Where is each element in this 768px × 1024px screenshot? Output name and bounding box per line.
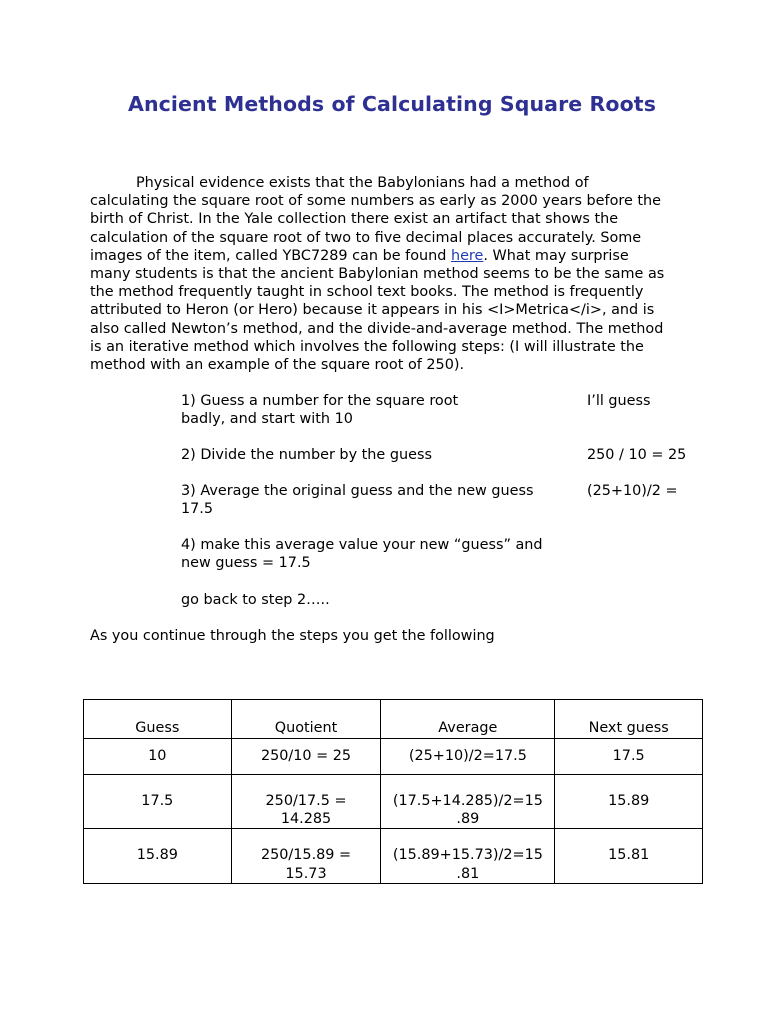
step-2-example: 250 / 10 = 25: [587, 447, 687, 463]
continue-text: As you continue through the steps you get the following: [90, 628, 495, 644]
table-row: [84, 829, 703, 883]
cell-quotient: [231, 775, 381, 829]
cell-average: [381, 775, 555, 829]
header-average: Average: [381, 700, 555, 739]
cell-line: (15.89+15.73)/2=15: [392, 847, 543, 864]
cell-next-guess: 15.89: [555, 775, 703, 829]
here-link[interactable]: here: [450, 247, 484, 264]
intro-line: Physical evidence exists that the Babylonians had a method of: [136, 175, 589, 191]
step-line: 3) Average the original guess and the new guess: [181, 483, 534, 499]
page-title: Ancient Methods of Calculating Square Roots: [127, 92, 657, 116]
intro-text-after-link: . What may surprise: [483, 247, 629, 264]
header-guess: Guess: [84, 700, 232, 739]
intro-line: calculating the square root of some numbers as early as 2000 years before the: [90, 193, 662, 210]
cell-line: 250/17.5 =: [265, 793, 347, 809]
cell-average: (25+10)/2=17.5: [381, 739, 555, 775]
cell-line: (17.5+14.285)/2=15: [392, 793, 543, 809]
intro-paragraph: [90, 174, 702, 374]
step-2-text: [181, 446, 432, 464]
iteration-table: [83, 699, 703, 884]
intro-line: method with an example of the square root of 250).: [90, 357, 465, 374]
table-row: [84, 775, 703, 829]
intro-line: many students is that the ancient Babylonian method seems to be the same as: [90, 266, 665, 283]
cell-guess: 17.5: [84, 775, 232, 829]
step-line: 1) Guess a number for the square root: [181, 393, 459, 409]
intro-line: attributed to Heron (or Hero) because it appears in his <I>Metrica</i>, and is: [90, 302, 655, 319]
step-line: 17.5: [181, 501, 214, 518]
intro-line: also called Newton’s method, and the divide-and-average method. The method: [90, 320, 664, 337]
table-header-row: [84, 700, 703, 739]
step-3-text: [181, 482, 534, 518]
step-line: badly, and start with 10: [181, 411, 353, 428]
cell-line: .89: [456, 811, 480, 828]
cell-next-guess: 15.81: [555, 829, 703, 883]
cell-line: .81: [456, 865, 480, 882]
cell-line: 14.285: [280, 811, 332, 828]
intro-line: birth of Christ. In the Yale collection there exist an artifact that shows the: [90, 211, 619, 228]
cell-line: 15.73: [285, 865, 327, 882]
step-4-text: [181, 536, 543, 572]
step-1-example: I’ll guess: [587, 393, 651, 409]
intro-line-with-link: [90, 247, 702, 265]
header-quotient: Quotient: [231, 700, 381, 739]
header-next-guess: Next guess: [555, 700, 703, 739]
cell-next-guess: 17.5: [555, 739, 703, 775]
cell-line: 250/15.89 =: [260, 847, 352, 864]
intro-line: is an iterative method which involves the following steps: (I will illustrate the: [90, 338, 644, 355]
step-line: 2) Divide the number by the guess: [181, 447, 432, 463]
intro-line: the method frequently taught in school text books. The method is frequently: [90, 284, 644, 301]
cell-average: [381, 829, 555, 883]
step-go-back-text: [181, 591, 330, 609]
intro-line: calculation of the square root of two to five decimal places accurately. Some: [90, 229, 642, 246]
intro-text-before-link: images of the item, called YBC7289 can be found: [90, 247, 451, 264]
cell-quotient: [231, 829, 381, 883]
step-line: go back to step 2…..: [181, 592, 330, 608]
step-3-example: (25+10)/2 =: [587, 483, 678, 499]
step-line: 4) make this average value your new “guess” and: [181, 537, 543, 553]
cell-quotient: 250/10 = 25: [231, 739, 381, 775]
cell-guess: 10: [84, 739, 232, 775]
cell-guess: 15.89: [84, 829, 232, 883]
step-1-text: [181, 392, 458, 428]
table-row: [84, 739, 703, 775]
step-line: new guess = 17.5: [181, 555, 311, 572]
